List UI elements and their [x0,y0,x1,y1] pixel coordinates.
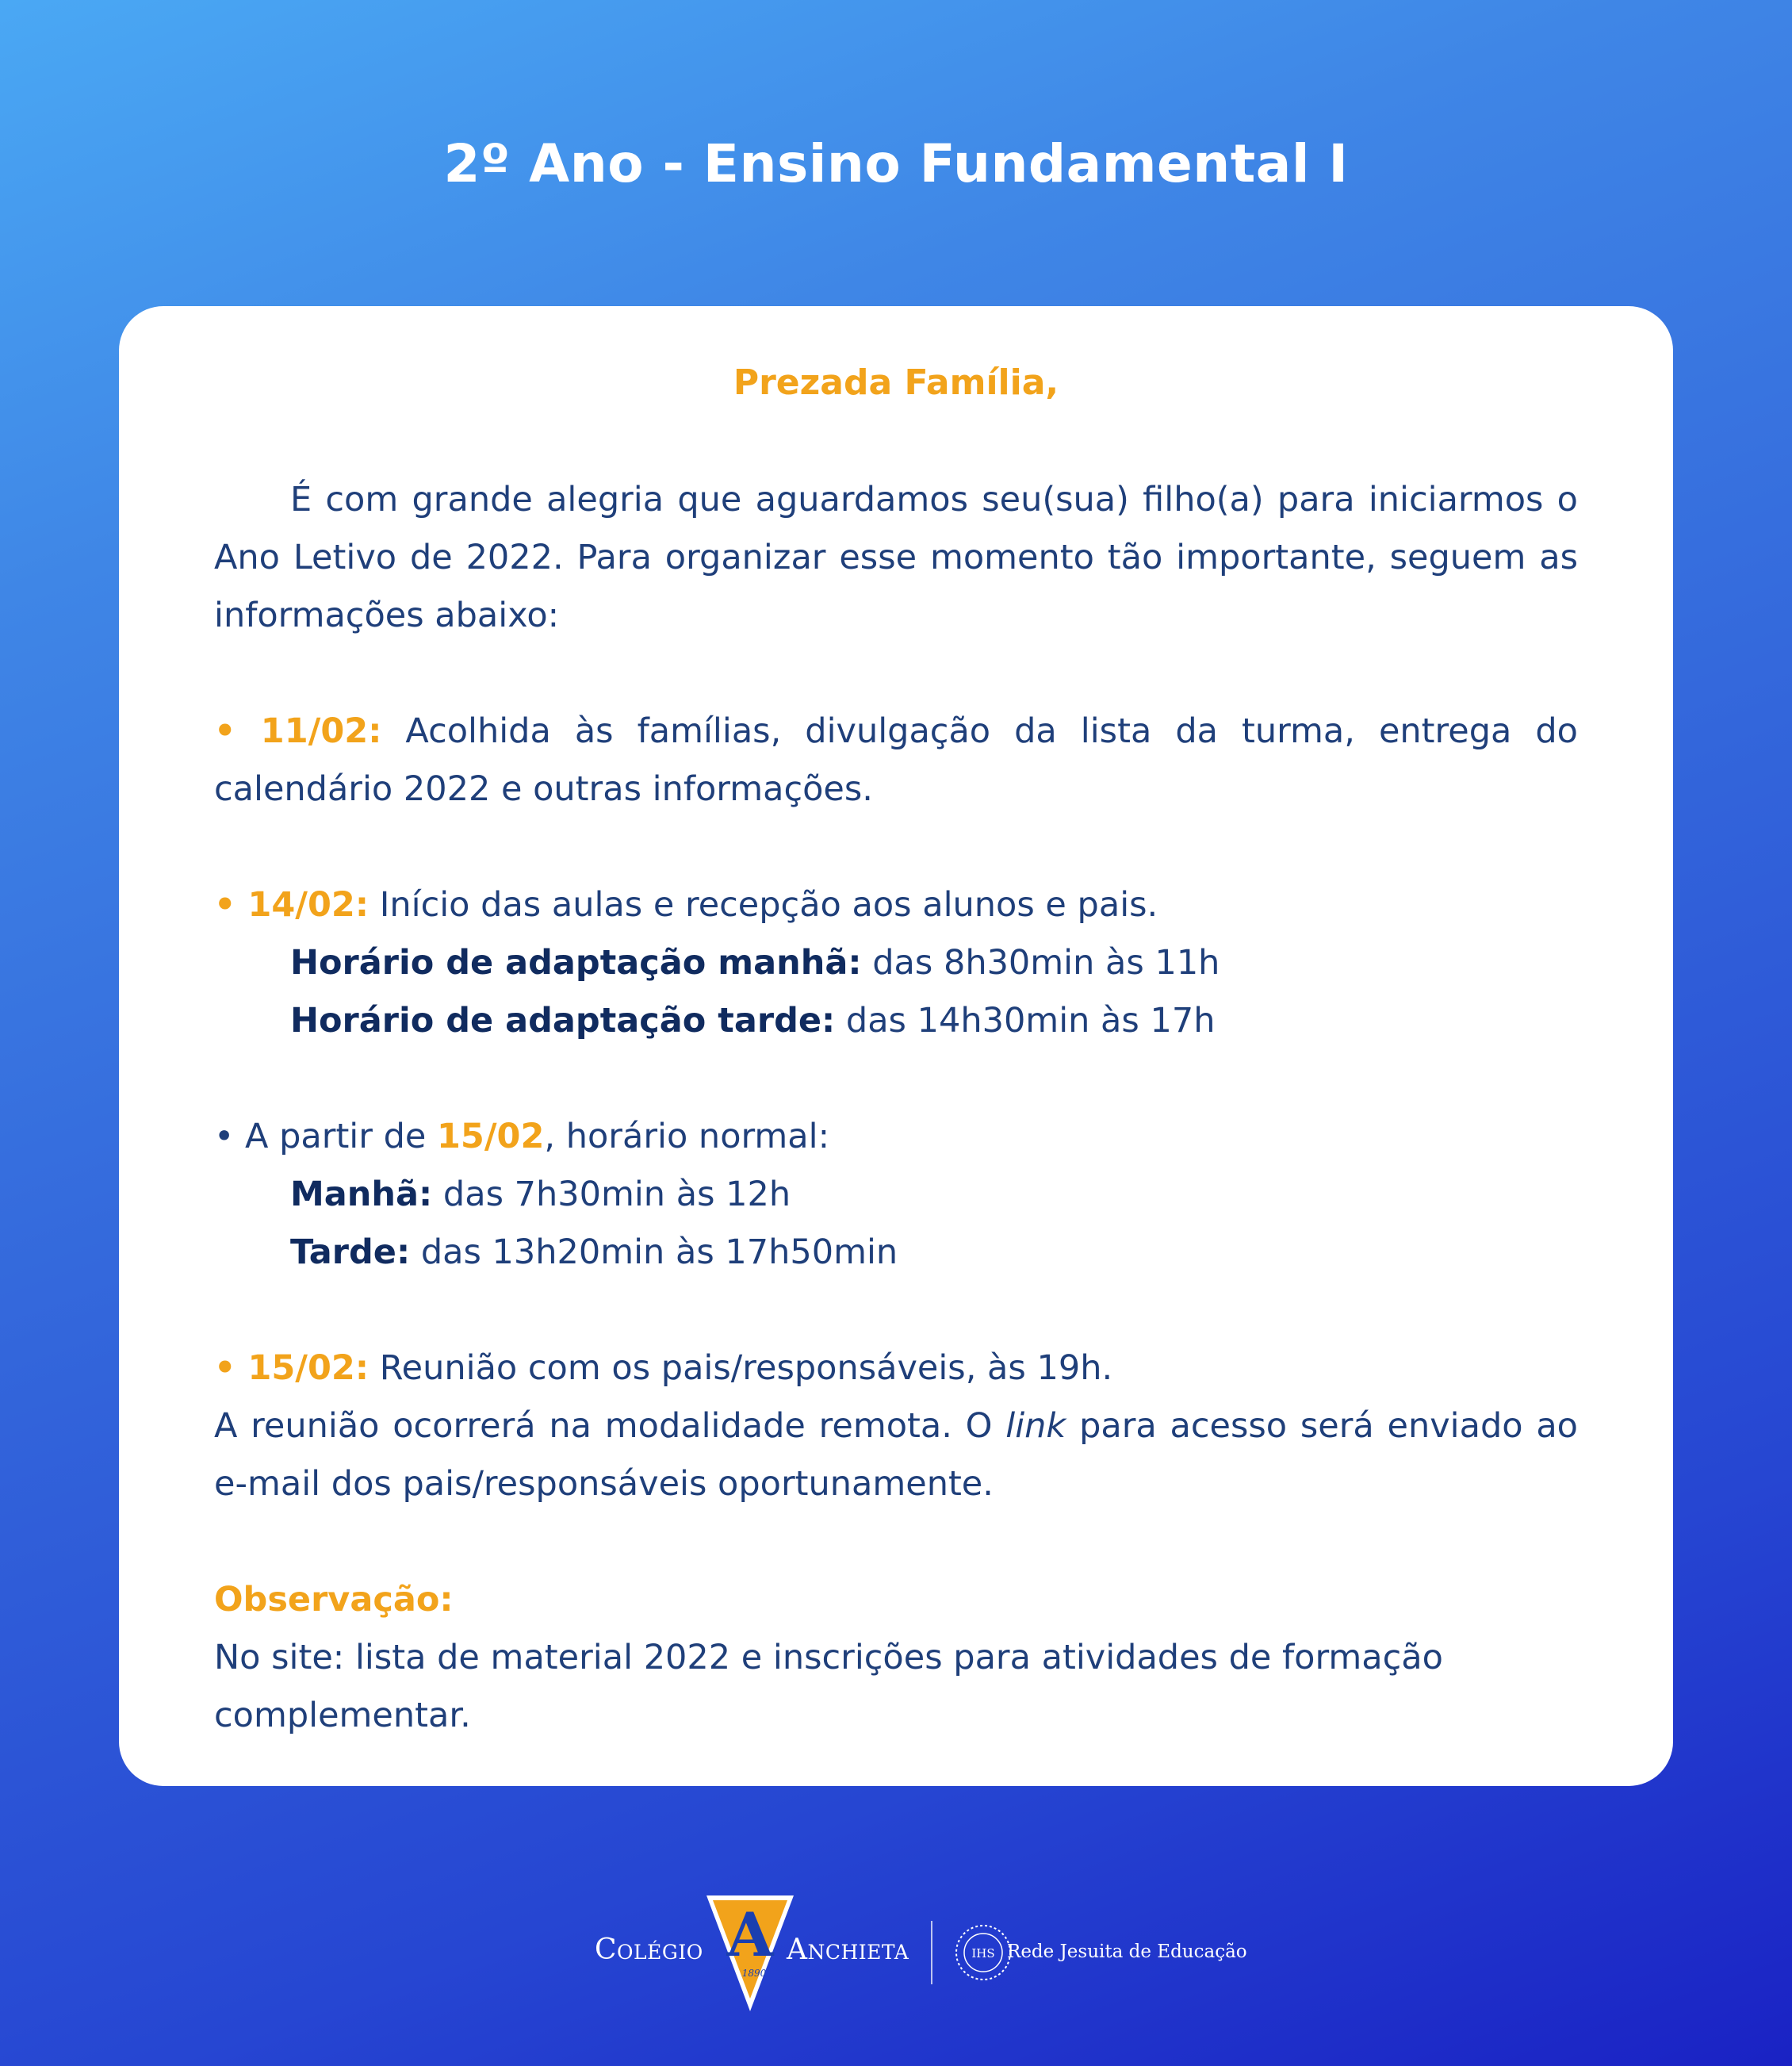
item-inicio-aulas [214,876,1578,1050]
note-text: para acesso será enviado ao e-mail dos pais/responsáveis oportunamente. [214,1406,1578,1504]
schedule-value: das 7h30min às 12h [432,1175,791,1214]
schedule-label: Manhã: [290,1175,433,1214]
item-text: Início das aulas e recepção aos alunos e pais. [369,885,1158,925]
network-name: Rede Jesuita de Educação [1007,1941,1247,1962]
brand-name-right: Anchieta [787,1934,909,1966]
item-horario-normal [214,1108,1578,1282]
schedule-label: Horário de adaptação tarde: [290,1001,836,1041]
shield-year: 1890 [741,1968,767,1979]
item-acolhida [214,703,1578,818]
brand-name-left: Colégio [595,1934,703,1966]
item-text: Acolhida às famílias, divulgação da lista da turma, entrega do calendário 2022 e outras informações. [214,711,1578,809]
schedule-label: Horário de adaptação manhã: [290,943,862,983]
link-word: link [1005,1406,1066,1446]
item-date: 15/02 [437,1117,545,1156]
schedule-value: das 13h20min às 17h50min [410,1232,898,1272]
content-card [119,306,1673,1786]
observation-label: Observação: [214,1580,454,1619]
seal-letters: IHS [971,1946,995,1961]
item-text: Reunião com os pais/responsáveis, às 19h. [369,1348,1113,1388]
schedule-value: das 14h30min às 17h [835,1001,1216,1041]
anchieta-shield-icon [703,1888,797,2014]
observation [214,1571,1578,1745]
shield-letter: A [726,1899,774,1970]
item-date: • 14/02: [214,885,370,925]
note-text: A reunião ocorrerá na modalidade remota. O [214,1406,1006,1446]
logo-divider [931,1921,932,1984]
footer [0,1872,1792,2030]
schedule-value: das 8h30min às 11h [861,943,1220,983]
observation-text: No site: lista de material 2022 e inscrições para atividades de formação complementar. [214,1638,1443,1735]
page-title: 2º Ano - Ensino Fundamental I [443,133,1349,194]
item-date: • 15/02: [214,1348,370,1388]
item-suffix: , horário normal: [544,1117,830,1156]
jesuit-seal-icon [952,1921,1015,1984]
item-prefix: • A partir de [214,1117,438,1156]
item-reuniao [214,1340,1578,1513]
item-date: • 11/02: [214,711,382,751]
intro-paragraph: É com grande alegria que aguardamos seu(sua) filho(a) para iniciarmos o Ano Letivo de 2022. Para organizar esse momento tão importante, seguem as informações abaixo: [214,480,1578,635]
greeting: Prezada Família, [733,362,1059,403]
schedule-label: Tarde: [290,1232,411,1272]
logo-row [595,1872,1308,2030]
